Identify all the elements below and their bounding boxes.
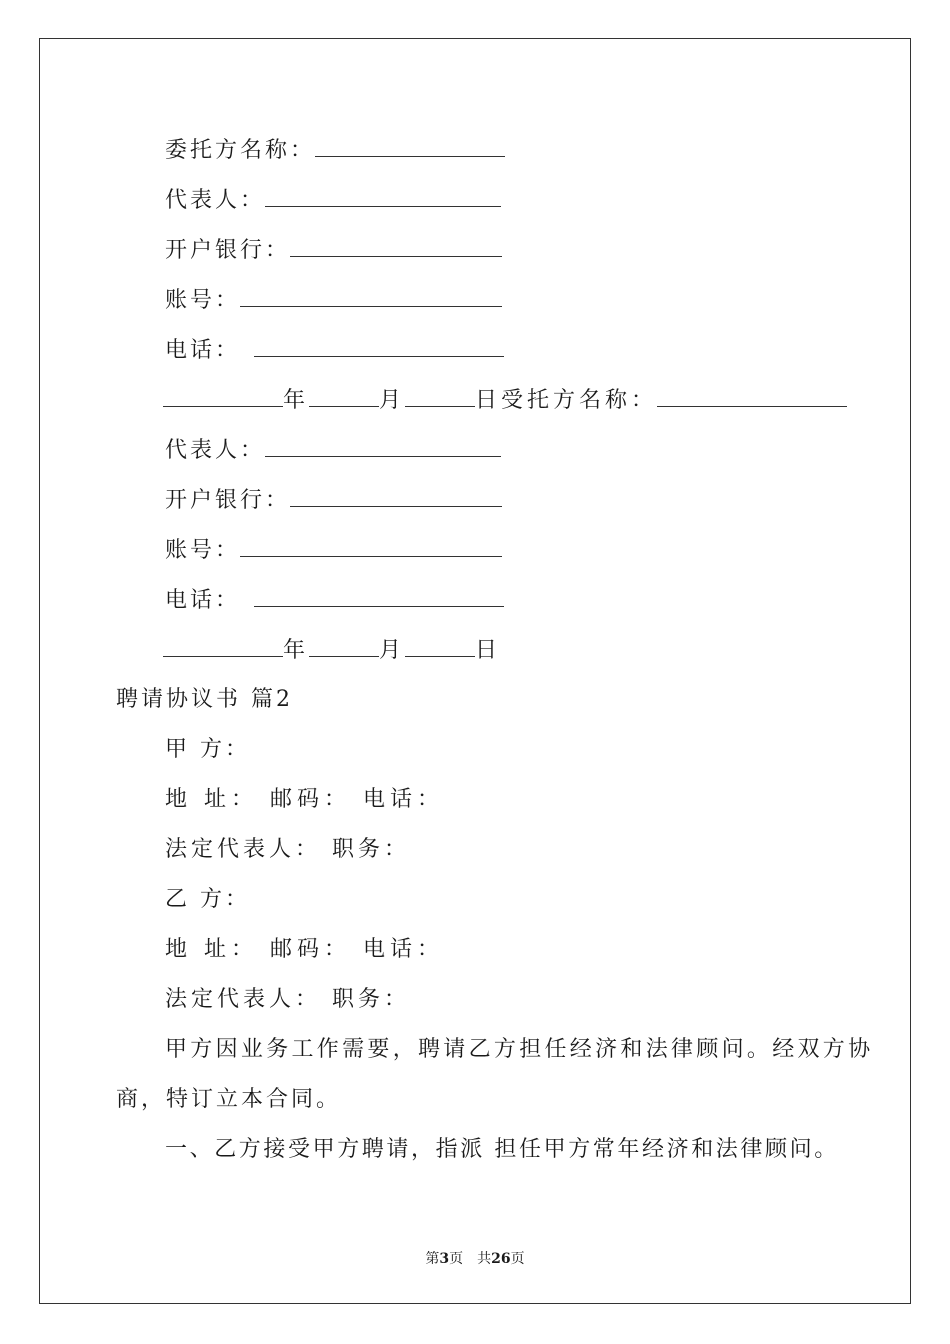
principal-year-blank xyxy=(163,386,283,407)
agent-bank-blank xyxy=(290,486,502,507)
page-border xyxy=(39,38,911,1304)
agent-account-label: 账号： xyxy=(165,538,241,563)
agent-bank-label: 开户银行： xyxy=(165,488,291,513)
principal-month-label: 月 xyxy=(379,388,406,413)
agent-account-blank xyxy=(240,536,502,557)
principal-month-blank xyxy=(309,386,379,407)
agent-rep-blank xyxy=(265,436,501,457)
agent-account-line xyxy=(165,536,502,565)
party-a-label: 甲 方： xyxy=(165,737,250,762)
principal-rep-label: 代表人： xyxy=(165,188,266,213)
principal-bank-blank xyxy=(290,236,502,257)
footer-page-number: 3 xyxy=(439,1251,450,1267)
agent-phone-label: 电话： xyxy=(165,588,241,613)
principal-day-blank xyxy=(405,386,475,407)
principal-rep-blank xyxy=(265,186,501,207)
principal-name-label: 委托方名称： xyxy=(165,138,316,163)
date-agent-line xyxy=(163,386,847,415)
footer-total-pages: 26 xyxy=(491,1251,511,1267)
footer-page-prefix: 第 xyxy=(425,1251,440,1267)
agent-bank-line xyxy=(165,486,502,515)
principal-account-line xyxy=(165,286,502,315)
principal-account-blank xyxy=(240,286,502,307)
principal-phone-blank xyxy=(254,336,504,357)
paragraph-1-line-2: 商，特订立本合同。 xyxy=(116,1087,342,1112)
section-title: 聘请协议书 篇2 xyxy=(116,687,293,712)
agent-name-label: 日受托方名称： xyxy=(475,388,658,413)
principal-phone-line xyxy=(165,336,504,365)
agent-rep-line xyxy=(165,436,501,465)
principal-account-label: 账号： xyxy=(165,288,241,313)
paragraph-1-line-1: 甲方因业务工作需要，聘请乙方担任经济和法律顾问。经双方协 xyxy=(165,1037,874,1062)
principal-year-label: 年 xyxy=(283,388,310,413)
agent-phone-blank xyxy=(254,586,504,607)
party-b-address-line: 地 址： 邮码： 电话： xyxy=(165,937,444,962)
agent-name-blank xyxy=(657,386,847,407)
principal-rep-line xyxy=(165,186,501,215)
agent-month-blank xyxy=(309,636,379,657)
party-a-address-line: 地 址： 邮码： 电话： xyxy=(165,787,444,812)
footer-page-suffix: 页 xyxy=(510,1251,525,1267)
agent-month-label: 月 xyxy=(379,638,406,663)
agent-phone-line xyxy=(165,586,504,615)
party-a-rep-line: 法定代表人： 职务： xyxy=(165,837,410,862)
principal-phone-label: 电话： xyxy=(165,338,241,363)
principal-name-blank xyxy=(315,136,505,157)
page-footer xyxy=(0,1248,950,1268)
agent-day-blank xyxy=(405,636,475,657)
party-b-label: 乙 方： xyxy=(165,887,250,912)
agent-year-blank xyxy=(163,636,283,657)
agent-rep-label: 代表人： xyxy=(165,438,266,463)
paragraph-2: 一、乙方接受甲方聘请，指派 担任甲方常年经济和法律顾问。 xyxy=(165,1137,839,1162)
principal-bank-label: 开户银行： xyxy=(165,238,291,263)
party-b-rep-line: 法定代表人： 职务： xyxy=(165,987,410,1012)
principal-bank-line xyxy=(165,236,502,265)
footer-page-mid: 页 共 xyxy=(449,1251,492,1267)
agent-date-line xyxy=(163,636,501,665)
agent-day-label: 日 xyxy=(475,638,502,663)
agent-year-label: 年 xyxy=(283,638,310,663)
principal-name-line xyxy=(165,136,505,165)
